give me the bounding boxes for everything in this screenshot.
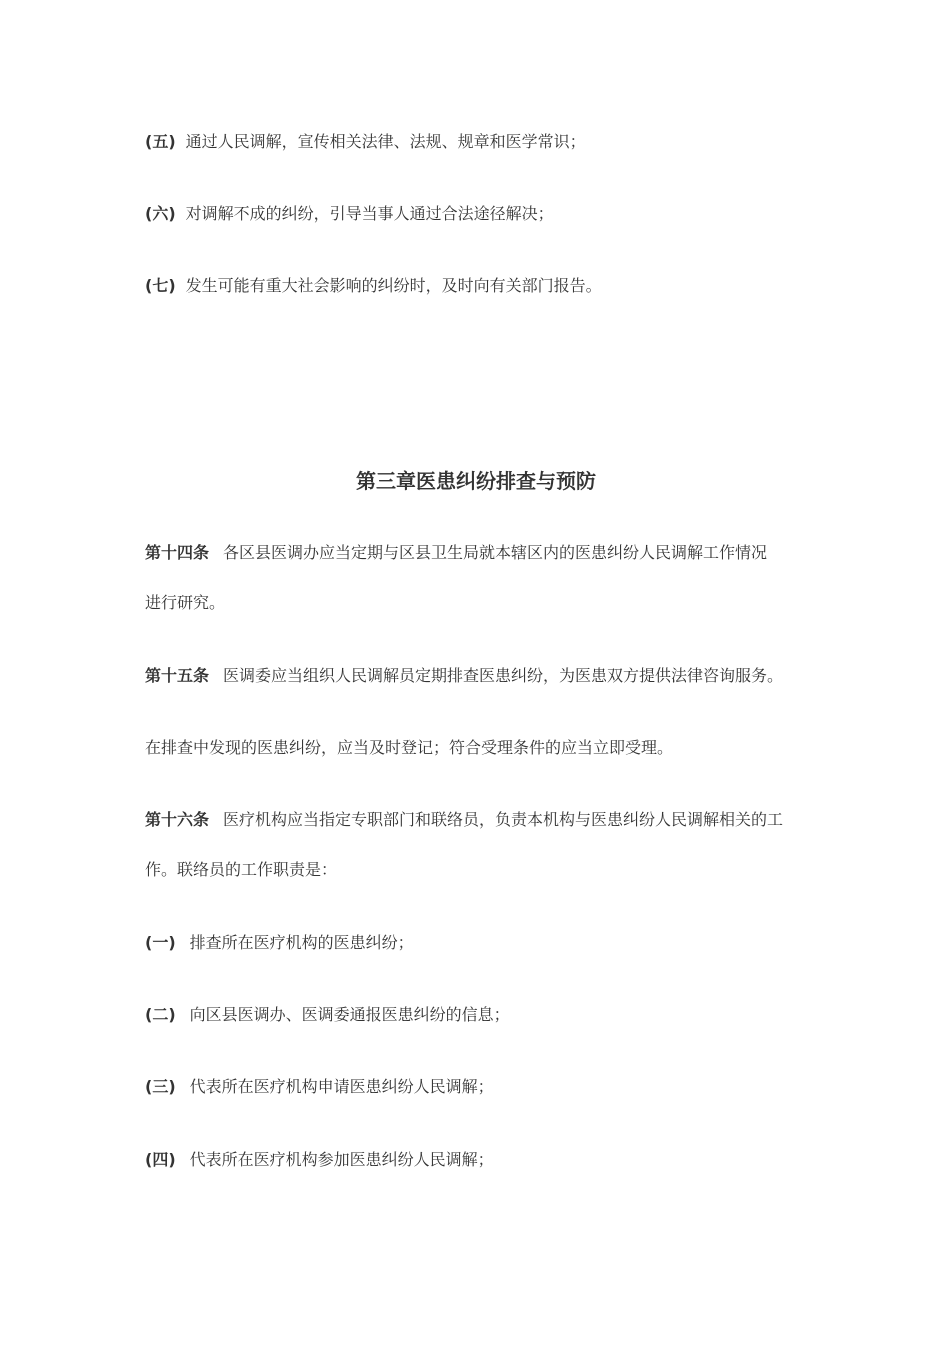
item-text: 代表所在医疗机构申请医患纠纷人民调解；	[189, 1077, 494, 1096]
article-15-line-2: 在排查中发现的医患纠纷，应当及时登记；符合受理条件的应当立即受理。	[145, 738, 674, 757]
item-text: 排查所在医疗机构的医患纠纷；	[189, 933, 414, 952]
item-number: (四)	[145, 1150, 176, 1169]
item-text: 对调解不成的纠纷，引导当事人通过合法途径解决；	[185, 204, 554, 223]
list-item-1	[145, 932, 825, 954]
article-15-line-1	[145, 665, 825, 687]
article-text: 医调委应当组织人民调解员定期排查医患纠纷，为医患双方提供法律咨询服务。	[223, 666, 784, 685]
article-label: 第十五条	[145, 666, 210, 685]
list-item-3	[145, 1076, 825, 1098]
article-16-line-2: 作。联络员的工作职责是：	[145, 860, 338, 879]
item-text: 向区县医调办、医调委通报医患纠纷的信息；	[189, 1005, 510, 1024]
article-label: 第十四条	[145, 543, 210, 562]
article-14-line-1	[145, 542, 825, 564]
chapter-title: 第三章医患纠纷排查与预防	[356, 469, 596, 493]
item-number: (六)	[145, 204, 176, 223]
article-label: 第十六条	[145, 810, 210, 829]
item-number: (七)	[145, 276, 176, 295]
item-text: 通过人民调解，宣传相关法律、法规、规章和医学常识；	[185, 132, 586, 151]
list-item-6	[145, 203, 825, 225]
item-text: 代表所在医疗机构参加医患纠纷人民调解；	[189, 1150, 494, 1169]
article-text: 各区县医调办应当定期与区县卫生局就本辖区内的医患纠纷人民调解工作情况	[223, 543, 768, 562]
item-text: 发生可能有重大社会影响的纠纷时，及时向有关部门报告。	[185, 276, 602, 295]
item-number: (二)	[145, 1005, 176, 1024]
list-item-7	[145, 275, 825, 297]
item-number: (三)	[145, 1077, 176, 1096]
article-14-line-2: 进行研究。	[145, 593, 226, 612]
article-text: 医疗机构应当指定专职部门和联络员，负责本机构与医患纠纷人民调解相关的工	[223, 810, 784, 829]
article-16-line-1	[145, 809, 825, 831]
item-number: (五)	[145, 132, 176, 151]
list-item-4	[145, 1149, 825, 1171]
list-item-2	[145, 1004, 825, 1026]
item-number: (一)	[145, 933, 176, 952]
list-item-5	[145, 131, 825, 153]
